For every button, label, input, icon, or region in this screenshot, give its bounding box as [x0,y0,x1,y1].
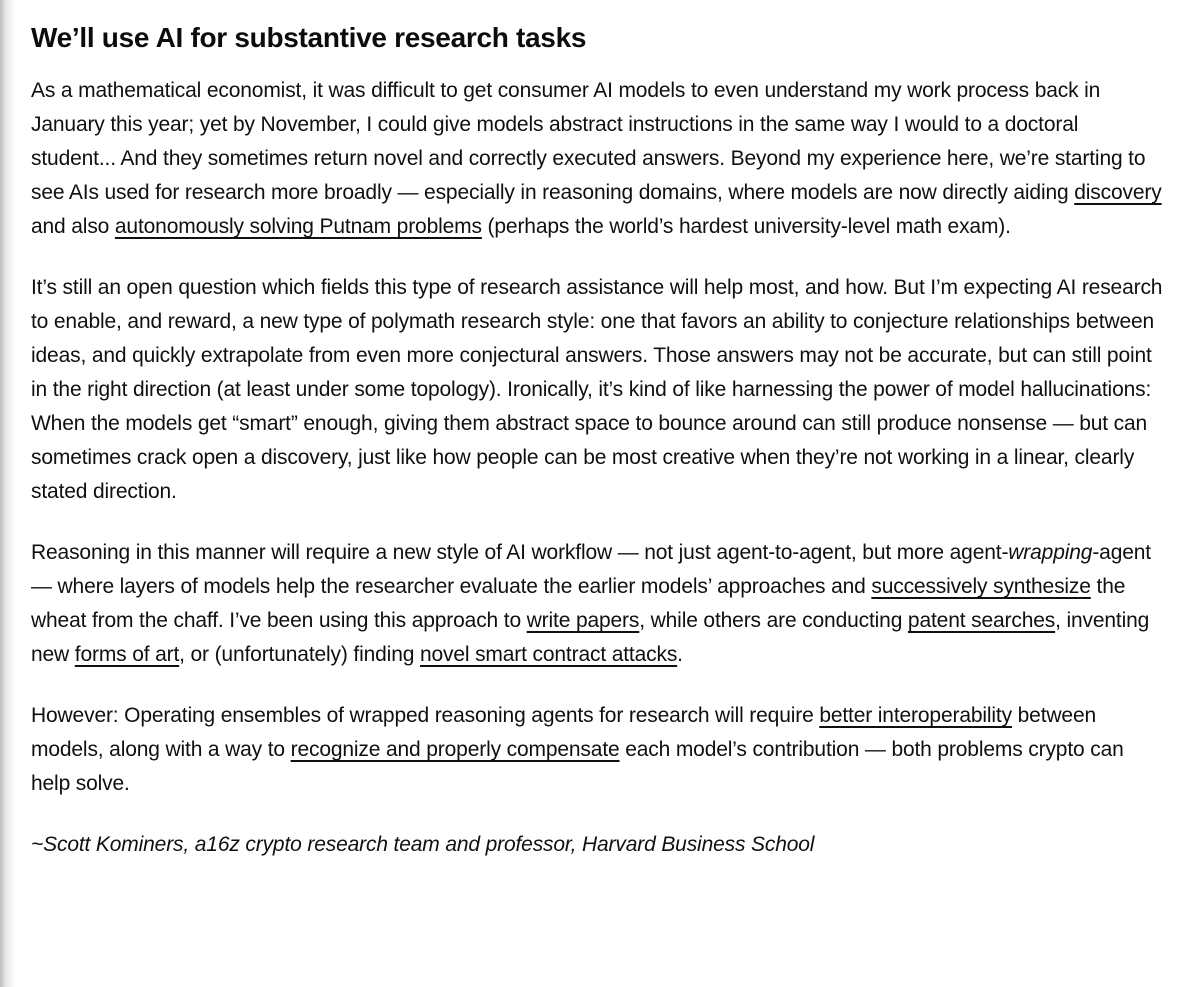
inline-link-patent-searches[interactable]: patent searches [907,609,1056,632]
inline-link-putnam-problems[interactable]: autonomously solving Putnam problems [114,215,482,238]
paragraph-2 [31,271,1168,509]
text-segment: , while others are conducting [639,609,908,632]
text-segment: However: Operating ensembles of wrapped reasoning agents for research will require [31,704,820,727]
article-content [31,20,1168,862]
paragraph-4 [31,699,1168,801]
text-segment: Reasoning in this manner will require a new style of AI workflow — not just agent-to-agent, but more agent- [31,541,1009,564]
inline-link-better-interoperability[interactable]: better interoperability [819,704,1012,727]
text-segment: (perhaps the world’s hardest university-level math exam). [481,215,1011,238]
text-segment: , or (unfortunately) finding [179,643,420,666]
article-title: We’ll use AI for substantive research tasks [31,22,587,53]
attribution: ~Scott Kominers, a16z crypto research team and professor, Harvard Business School [31,833,815,856]
text-segment: It’s still an open question which fields this type of research assistance will help most, and how. But I’m expecting AI research to enable, and reward, a new type of polymath research style: one that favors an ability to conjecture relationships between ideas, and quickly extrapolate from even more conjectural answers. Those answers may not be accurate, but can still point in the right direction (at least under some topology). Ironically, it’s kind of like harnessing the power of model hallucinations: When the models get “smart” enough, giving them abstract space to bounce around can still produce nonsense — but can sometimes crack open a discovery, just like how people can be most creative when they’re not working in a linear, clearly stated direction. [31,276,1163,503]
text-segment: As a mathematical economist, it was difficult to get consumer AI models to even understand my work process back in January this year; yet by November, I could give models abstract instructions in the same way I would to a doctoral student... And they sometimes return novel and correctly executed answers. Beyond my experience here, we’re starting to see AIs used for research more broadly — especially in reasoning domains, where models are now directly aiding [31,79,1146,204]
text-segment: . [677,643,683,666]
text-segment: , inventing new [31,609,1150,666]
paragraph-1 [31,74,1168,244]
inline-link-forms-of-art[interactable]: forms of art [74,643,180,666]
inline-link-smart-contract-attacks[interactable]: novel smart contract attacks [419,643,678,666]
inline-link-successively-synthesize[interactable]: successively synthesize [871,575,1091,598]
paragraph-3 [31,536,1168,672]
left-edge-gradient [0,0,15,987]
inline-link-recognize-compensate[interactable]: recognize and properly compensate [290,738,620,761]
text-segment: each model’s contribution — both problems crypto can help solve. [31,738,1124,795]
text-segment: the wheat from the chaff. I’ve been using this approach to [31,575,1126,632]
italic-word-wrapping: wrapping [1008,541,1093,564]
inline-link-write-papers[interactable]: write papers [526,609,640,632]
text-segment: -agent — where layers of models help the researcher evaluate the earlier models’ approaches and [31,541,1151,598]
inline-link-discovery[interactable]: discovery [1074,181,1162,204]
text-segment: and also [31,215,115,238]
text-segment: between models, along with a way to [31,704,1096,761]
